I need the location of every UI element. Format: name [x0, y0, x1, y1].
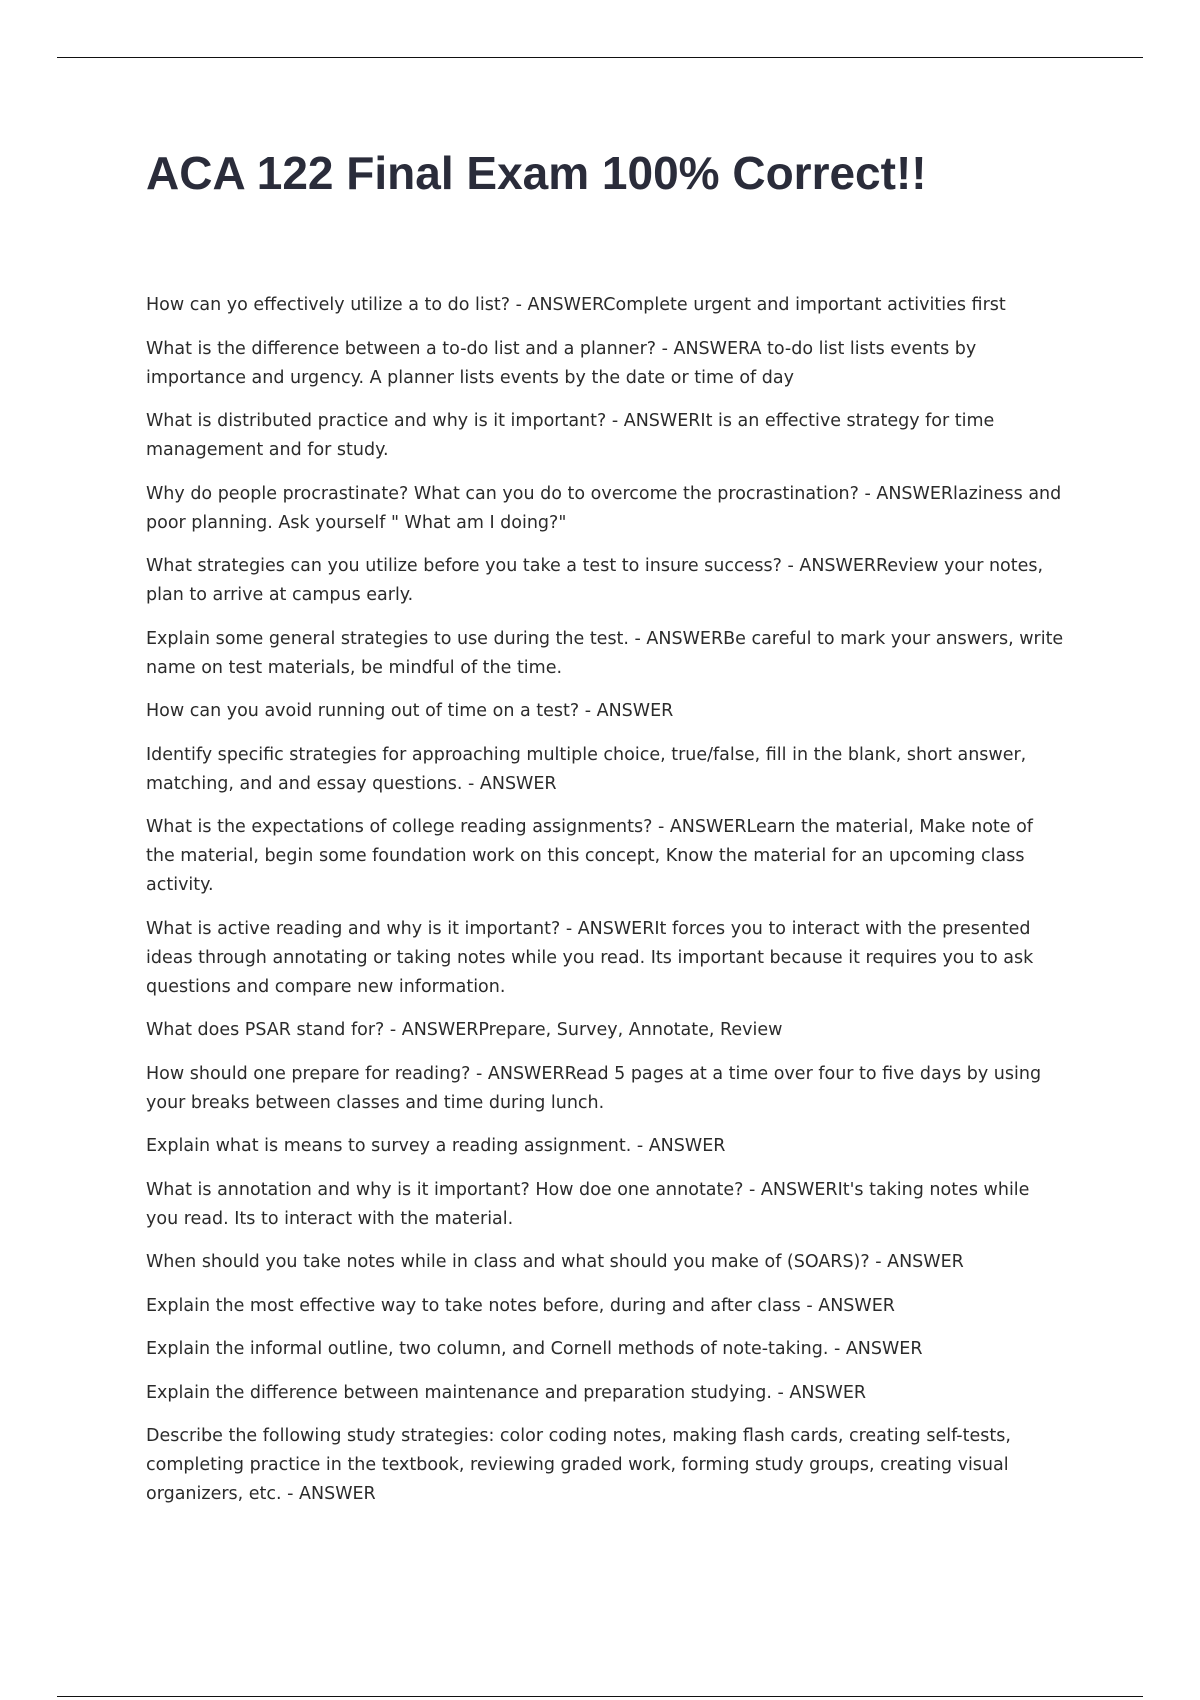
- qa-item: How should one prepare for reading? - ANSWERRead 5 pages at a time over four to five days by using your breaks between classes and time during lunch.: [146, 1063, 1042, 1113]
- qa-item: What is distributed practice and why is it important? - ANSWERIt is an effective strategy for time management and for study.: [146, 411, 995, 460]
- qa-item: What strategies can you utilize before you take a test to insure success? - ANSWERReview your notes, plan to arrive at campus early.: [146, 556, 1044, 605]
- qa-list: [146, 291, 1066, 1524]
- qa-item: What is the expectations of college reading assignments? - ANSWERLearn the material, Make note of the material, begin some foundation work on this concept, Know the material for an upcoming class activity.: [146, 817, 1033, 895]
- qa-item: Explain some general strategies to use during the test. - ANSWERBe careful to mark your answers, write name on test materials, be mindful of the time.: [146, 628, 1064, 678]
- bottom-rule: [57, 1696, 1143, 1697]
- qa-item: How can yo effectively utilize a to do list? - ANSWERComplete urgent and important activities first: [146, 295, 1006, 315]
- qa-item: Explain the difference between maintenance and preparation studying. - ANSWER: [146, 1382, 867, 1403]
- qa-item: When should you take notes while in class and what should you make of (SOARS)? - ANSWER: [146, 1252, 964, 1272]
- qa-item: What is the difference between a to-do list and a planner? - ANSWERA to-do list lists events by importance and urgency. A planner lists events by the date or time of day: [146, 338, 977, 388]
- qa-item: Identify specific strategies for approaching multiple choice, true/false, fill in the blank, short answer, matching, and and essay questions. - ANSWER: [146, 744, 1027, 794]
- qa-item: How can you avoid running out of time on a test? - ANSWER: [146, 701, 674, 721]
- qa-item: Explain what is means to survey a reading assignment. - ANSWER: [146, 1136, 726, 1156]
- top-rule: [57, 57, 1143, 58]
- page-title: ACA 122 Final Exam 100% Correct!!: [146, 147, 927, 199]
- qa-item: Explain the informal outline, two column, and Cornell methods of note-taking. - ANSWER: [146, 1339, 923, 1359]
- qa-item: Describe the following study strategies: color coding notes, making flash cards, creating self-tests, completing practice in the textbook, reviewing graded work, forming study groups, creating visual organizers, etc. - ANSWER: [146, 1426, 1011, 1504]
- qa-item: Explain the most effective way to take notes before, during and after class - ANSWER: [146, 1295, 895, 1316]
- qa-item: What does PSAR stand for? - ANSWERPrepare, Survey, Annotate, Review: [146, 1020, 783, 1040]
- qa-item: What is annotation and why is it important? How doe one annotate? - ANSWERIt's taking notes while you read. Its to interact with the material.: [146, 1179, 1030, 1229]
- qa-item: What is active reading and why is it important? - ANSWERIt forces you to interact with the presented ideas through annotating or taking notes while you read. Its important because it requires you to ask questions and compare new information.: [146, 918, 1034, 997]
- qa-item: Why do people procrastinate? What can you do to overcome the procrastination? - ANSWERlaziness and poor planning. Ask yourself " What am I doing?": [146, 483, 1062, 533]
